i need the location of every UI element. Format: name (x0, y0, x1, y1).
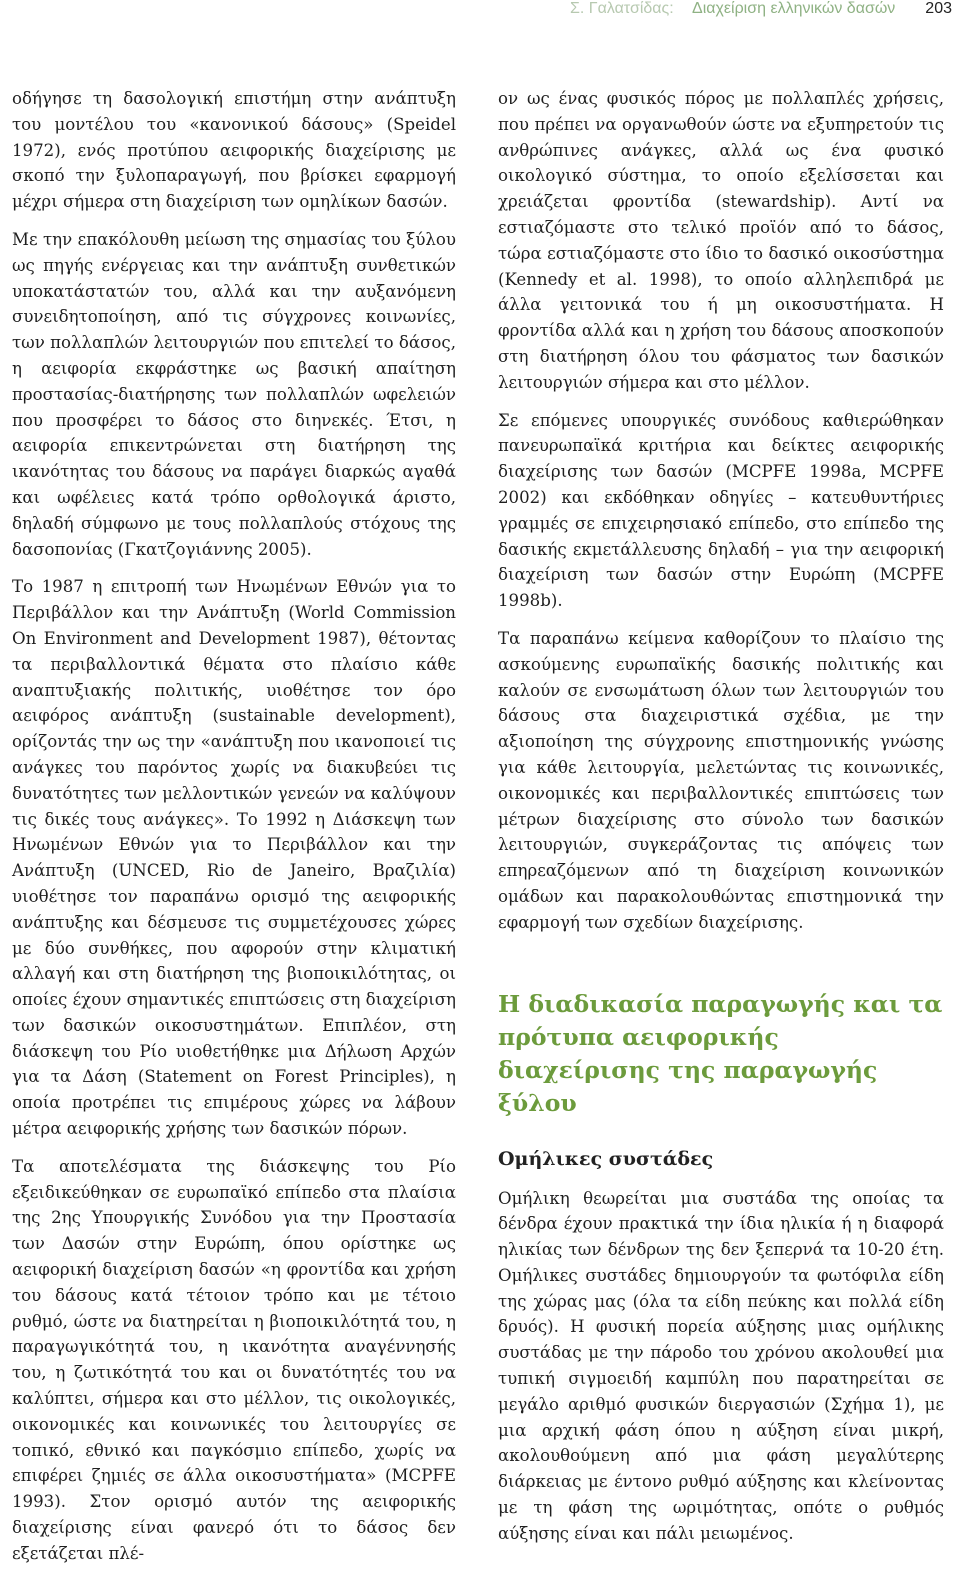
page-number: 203 (925, 0, 952, 17)
body-paragraph: Με την επακόλουθη μείωση της σημασίας του ξύλου ως πηγής ενέργειας και την ανάπτυξη συνθετικών υποκατάστατών του, αλλά και την αυξανόμενη συνειδητοποίηση, από τις σύγχρονες κοινωνίες, των πολλαπλών λειτουργιών που επιτελεί το δάσος, η αειφορία εκφράστηκε ως βασική απαίτηση προστασίας-διατήρησης των πολλαπλών ωφελειών που προσφέρει το δάσος στο διηνεκές. Έτσι, η αειφορία επικεντρώνεται στη διατήρηση της ικανότητας του δάσους να παράγει διαρκώς αγαθά και ωφέλειες κατά τρόπο ορθολογικά άριστο, δηλαδή σύμφωνο με τους πολλαπλούς στόχους της δασοπονίας (Γκατζογιάννης 2005). (12, 229, 456, 559)
subsection-heading: Ομήλικες συστάδες (498, 1147, 714, 1170)
body-paragraph: Σε επόμενες υπουργικές συνόδους καθιερώθηκαν πανευρωπαϊκά κριτήρια και δείκτες αειφορικής διαχείρισης των δασών (MCPFE 1998a, MCPFE 2002) και εκδόθηκαν οδηγίες – κατευθυντήριες γραμμές σε επιχειρησιακό επίπεδο, στο επίπεδο της δασικής εκμετάλλευσης δηλαδή – για την αειφορική διαχείριση των δασών στην Ευρώπη (MCPFE 1998b). (498, 410, 944, 611)
body-paragraph: ον ως ένας φυσικός πόρος με πολλαπλές χρήσεις, που πρέπει να οργανωθούν ώστε να εξυπηρετούν τις ανθρώπινες ανάγκες, αλλά ως ένα φυσικό οικολογικό σύστημα, το οποίο εξελίσσεται και χρειάζεται φροντίδα (stewardship). Αντί να εστιαζόμαστε στο τελικό προϊόν από το δάσος, τώρα εστιαζόμαστε στο ίδιο το δασικό οικοσύστημα (Kennedy et al. 1998), το οποίο αλληλεπιδρά με άλλα γειτονικά του ή μη οικοσυστήματα. Η φροντίδα αλλά και η χρήση του δάσους αποσκοπούν στη διατήρηση όλου του φάσματος των δασικών λειτουργιών σήμερα και στο μέλλον. (498, 89, 944, 392)
running-header (0, 0, 960, 22)
body-paragraph: Το 1987 η επιτροπή των Ηνωμένων Εθνών για το Περιβάλλον και την Ανάπτυξη (World Commission On Environment and Development 1987), θέτοντας τα περιβαλλοντικά θέματα στο πλαίσιο κάθε αναπτυξιακής πολιτικής, υιοθέτησε τον όρο αειφόρος ανάπτυξη (sustainable development), ορίζοντάς την ως την «ανάπτυξη που ικανοποιεί τις ανάγκες του παρόντος χωρίς να διακυβεύει τις δυνατότητες των μελλοντικών γενεών να καλύψουν τις δικές τους ανάγκες». Το 1992 η Διάσκεψη των Ηνωμένων Εθνών για το Περιβάλλον και την Ανάπτυξη (UNCED, Rio de Janeiro, Βραζιλία) υιοθέτησε τον παραπάνω ορισμό της αειφορικής ανάπτυξης και δέσμευσε τις συμμετέχουσες χώρες με δύο συνθήκες, που αφορούν στην κλιματική αλλαγή και στη διατήρηση της βιοποικιλότητας, οι οποίες έχουν σημαντικές επιπτώσεις στη διαχείριση των δασικών οικοσυστημάτων. Επιπλέον, στη διάσκεψη του Ρίο υιοθετήθηκε μια Δήλωση Αρχών για τα Δάση (Statement on Forest Principles), η οποία προτρέπει τις επιμέρους χώρες να λάβουν μέτρα αειφορικής χρήσης των δασικών πόρων. (12, 577, 456, 1139)
body-paragraph: Τα αποτελέσματα της διάσκεψης του Ρίο εξειδικεύθηκαν σε ευρωπαϊκό επίπεδο στα πλαίσια της 2ης Υπουργικής Συνόδου για την Προστασία των Δασών στην Ευρώπη, όπου ορίστηκε ως αειφορική διαχείριση δασών «η φροντίδα και χρήση του δάσους κατά τέτοιον τρόπο και με τέτοιο ρυθμό, ώστε να διατηρείται η βιοποικιλότητά του, η παραγωγικότητά του, η ικανότητα αναγέννησής του, η ζωτικότητά του και οι δυνατότητές του να καλύπτει, σήμερα και στο μέλλον, τις οικολογικές, οικονομικές και κοινωνικές του λειτουργίες σε τοπικό, εθνικό και παγκόσμιο επίπεδο, χωρίς να επιφέρει ζημιές σε άλλα οικοσυστήματα» (MCPFE 1993). Στον ορισμό αυτόν της αειφορικής διαχείρισης είναι φανερό ότι το δάσος δεν εξετάζεται πλέ- (12, 1156, 456, 1563)
body-paragraph: Ομήλικη θεωρείται μια συστάδα της οποίας τα δένδρα έχουν πρακτικά την ίδια ηλικία ή η διαφορά ηλικίας των δένδρων της δεν ξεπερνά τα 10-20 έτη. Ομήλικες συστάδες δημιουργούν τα φωτόφιλα είδη της χώρας μας (όλα τα είδη πεύκης και πολλά είδη δρυός). Η φυσική πορεία αύξησης μιας ομήλικης συστάδας με την πάροδο του χρόνου ακολουθεί μια τυπική σιγμοειδή καμπύλη που παρατηρείται σε μεγάλο αριθμό φυσικών διεργασιών (Σχήμα 1), με μια αρχική φάση όπου η αύξηση είναι μικρή, ακολουθούμενη από μια φάση μεγαλύτερης διάρκειας με έντονο ρυθμό αύξησης και κλείνοντας με τη φάση της ωριμότητας, οπότε ο ρυθμός αύξησης είναι και πάλι μειωμένος. (498, 1188, 944, 1543)
body-paragraph: οδήγησε τη δασολογική επιστήμη στην ανάπτυξη του μοντέλου του «κανονικού δάσους» (Speidel 1972), ενός προτύπου αειφορικής διαχείρισης με σκοπό την ξυλοπαραγωγή, που βρίσκει εφαρμογή μέχρι σήμερα στη διαχείριση των ομηλίκων δασών. (12, 89, 456, 212)
body-paragraph: Τα παραπάνω κείμενα καθορίζουν το πλαίσιο της ασκούμενης ευρωπαϊκής δασικής πολιτικής και καλούν σε ενσωμάτωση όλων των λειτουργιών του δάσους στα διαχειριστικά σχέδια, με την αξιοποίηση της σύγχρονης επιστημονικής γνώσης για κάθε λειτουργία, μελετώντας τις κοινωνικές, οικονομικές και περιβαλλοντικές επιπτώσεις των μέτρων διαχείρισης στο σύνολο των δασικών λειτουργιών, συγκεράζοντας τις απόψεις των επηρεαζόμενων από τη διαχείριση κοινωνικών ομάδων και παρακολουθώντας επιστημονικά την εφαρμογή των σχεδίων διαχείρισης. (498, 628, 944, 932)
section-heading: Η διαδικασία παραγωγής και τα πρότυπα αειφορικής διαχείρισης της παραγωγής ξύλου (498, 989, 943, 1117)
right-column (498, 86, 944, 1559)
left-column (12, 86, 456, 1579)
header-chapter-title: Διαχείριση ελληνικών δασών (692, 0, 896, 17)
header-author: Σ. Γαλατσίδας: (570, 0, 674, 17)
